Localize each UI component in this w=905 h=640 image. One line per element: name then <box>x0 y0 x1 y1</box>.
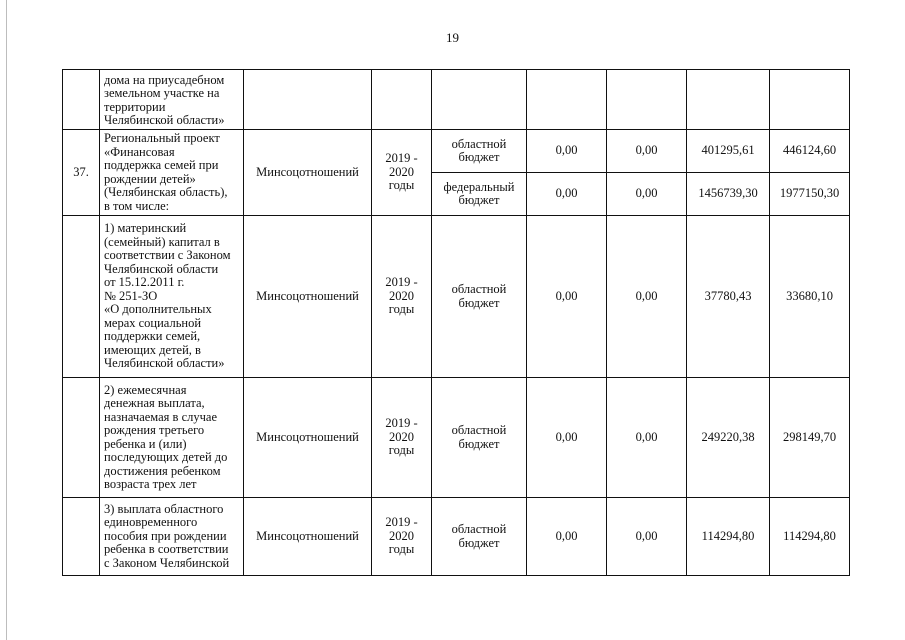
row-name-cell <box>100 216 244 378</box>
budget-table <box>62 69 850 576</box>
value-cell: 298149,70 <box>770 378 850 498</box>
name-line: пособия при рождении <box>104 528 227 543</box>
period-cell: 2019 - 2020 годы <box>372 498 432 576</box>
value-cell: 114294,80 <box>687 498 770 576</box>
value-cell <box>527 70 607 130</box>
value-cell: 0,00 <box>527 378 607 498</box>
executor-cell: Минсоцотношений <box>244 498 372 576</box>
name-line: (Челябинская область), <box>104 185 228 199</box>
name-line: (семейный) капитал в <box>104 234 220 249</box>
row-name-cell <box>100 130 244 216</box>
executor-cell: Минсоцотношений <box>244 216 372 378</box>
name-line: рождении детей» <box>104 171 196 186</box>
table-row <box>63 498 850 576</box>
page-edge-line <box>6 0 7 640</box>
name-line: Челябинской области» <box>104 356 225 371</box>
row-number-cell <box>63 498 100 576</box>
row-name-cell <box>100 378 244 498</box>
executor-cell <box>244 70 372 130</box>
source-cell: областной бюджет <box>432 130 527 173</box>
name-line: соответствии с Законом <box>104 248 231 263</box>
value-cell: 0,00 <box>607 378 687 498</box>
name-line: территории <box>104 99 166 114</box>
value-cell: 0,00 <box>607 130 687 173</box>
row-name-cell <box>100 498 244 576</box>
row-number-cell <box>63 378 100 498</box>
row-number-cell: 37. <box>63 130 100 216</box>
row-number-cell <box>63 70 100 130</box>
executor-cell: Минсоцотношений <box>244 378 372 498</box>
name-line: 3) выплата областного <box>104 501 224 516</box>
period-cell <box>372 70 432 130</box>
name-line: Челябинской области» <box>104 113 225 127</box>
period-cell: 2019 - 2020 годы <box>372 130 432 216</box>
value-cell <box>687 70 770 130</box>
source-cell: федеральный бюджет <box>432 173 527 216</box>
period-cell: 2019 - 2020 годы <box>372 216 432 378</box>
value-cell: 0,00 <box>527 498 607 576</box>
name-line: «Финансовая <box>104 144 175 159</box>
table-row <box>63 216 850 378</box>
name-line: поддержки семей, <box>104 329 201 344</box>
name-line: мерах социальной <box>104 315 202 330</box>
value-cell: 446124,60 <box>770 130 850 173</box>
name-line: «О дополнительных <box>104 302 212 317</box>
name-line: имеющих детей, в <box>104 342 201 357</box>
name-line: достижения ребенком <box>104 463 221 478</box>
name-line: дома на приусадебном <box>104 72 225 87</box>
row-name-cell <box>100 70 244 130</box>
value-cell: 249220,38 <box>687 378 770 498</box>
value-cell: 114294,80 <box>770 498 850 576</box>
table-row <box>63 70 850 130</box>
value-cell <box>770 70 850 130</box>
name-line: в том числе: <box>104 198 170 213</box>
value-cell: 401295,61 <box>687 130 770 173</box>
value-cell: 37780,43 <box>687 216 770 378</box>
value-cell: 0,00 <box>607 173 687 216</box>
name-line: Региональный проект <box>104 131 220 145</box>
name-line: последующих детей до <box>104 450 228 464</box>
value-cell: 0,00 <box>607 216 687 378</box>
row-number-cell <box>63 216 100 378</box>
name-line: от 15.12.2011 г. <box>104 275 185 290</box>
value-cell <box>607 70 687 130</box>
name-line: № 251-ЗО <box>104 288 158 303</box>
source-cell: областной бюджет <box>432 378 527 498</box>
name-line: поддержка семей при <box>104 158 219 172</box>
name-line: возраста трех лет <box>104 477 197 491</box>
name-line: 1) материнский <box>104 221 187 236</box>
name-line: ребенка и (или) <box>104 436 187 451</box>
name-line: ребенка в соответствии <box>104 542 229 557</box>
value-cell: 0,00 <box>527 130 607 173</box>
executor-cell: Минсоцотношений <box>244 130 372 216</box>
value-cell: 0,00 <box>527 216 607 378</box>
value-cell: 0,00 <box>607 498 687 576</box>
name-line: с Законом Челябинской <box>104 555 230 570</box>
value-cell: 33680,10 <box>770 216 850 378</box>
source-cell: областной бюджет <box>432 216 527 378</box>
source-cell: областной бюджет <box>432 498 527 576</box>
source-cell <box>432 70 527 130</box>
value-cell: 1977150,30 <box>770 173 850 216</box>
name-line: денежная выплата, <box>104 396 205 410</box>
table-row <box>63 130 850 173</box>
table-row <box>63 378 850 498</box>
name-line: единовременного <box>104 515 198 530</box>
value-cell: 0,00 <box>527 173 607 216</box>
name-line: рождения третьего <box>104 423 205 437</box>
page-number: 19 <box>446 30 459 45</box>
name-line: 2) ежемесячная <box>104 382 187 397</box>
value-cell: 1456739,30 <box>687 173 770 216</box>
name-line: Челябинской области <box>104 261 219 276</box>
name-line: назначаемая в случае <box>104 409 217 424</box>
period-cell: 2019 - 2020 годы <box>372 378 432 498</box>
name-line: земельном участке на <box>104 86 220 100</box>
